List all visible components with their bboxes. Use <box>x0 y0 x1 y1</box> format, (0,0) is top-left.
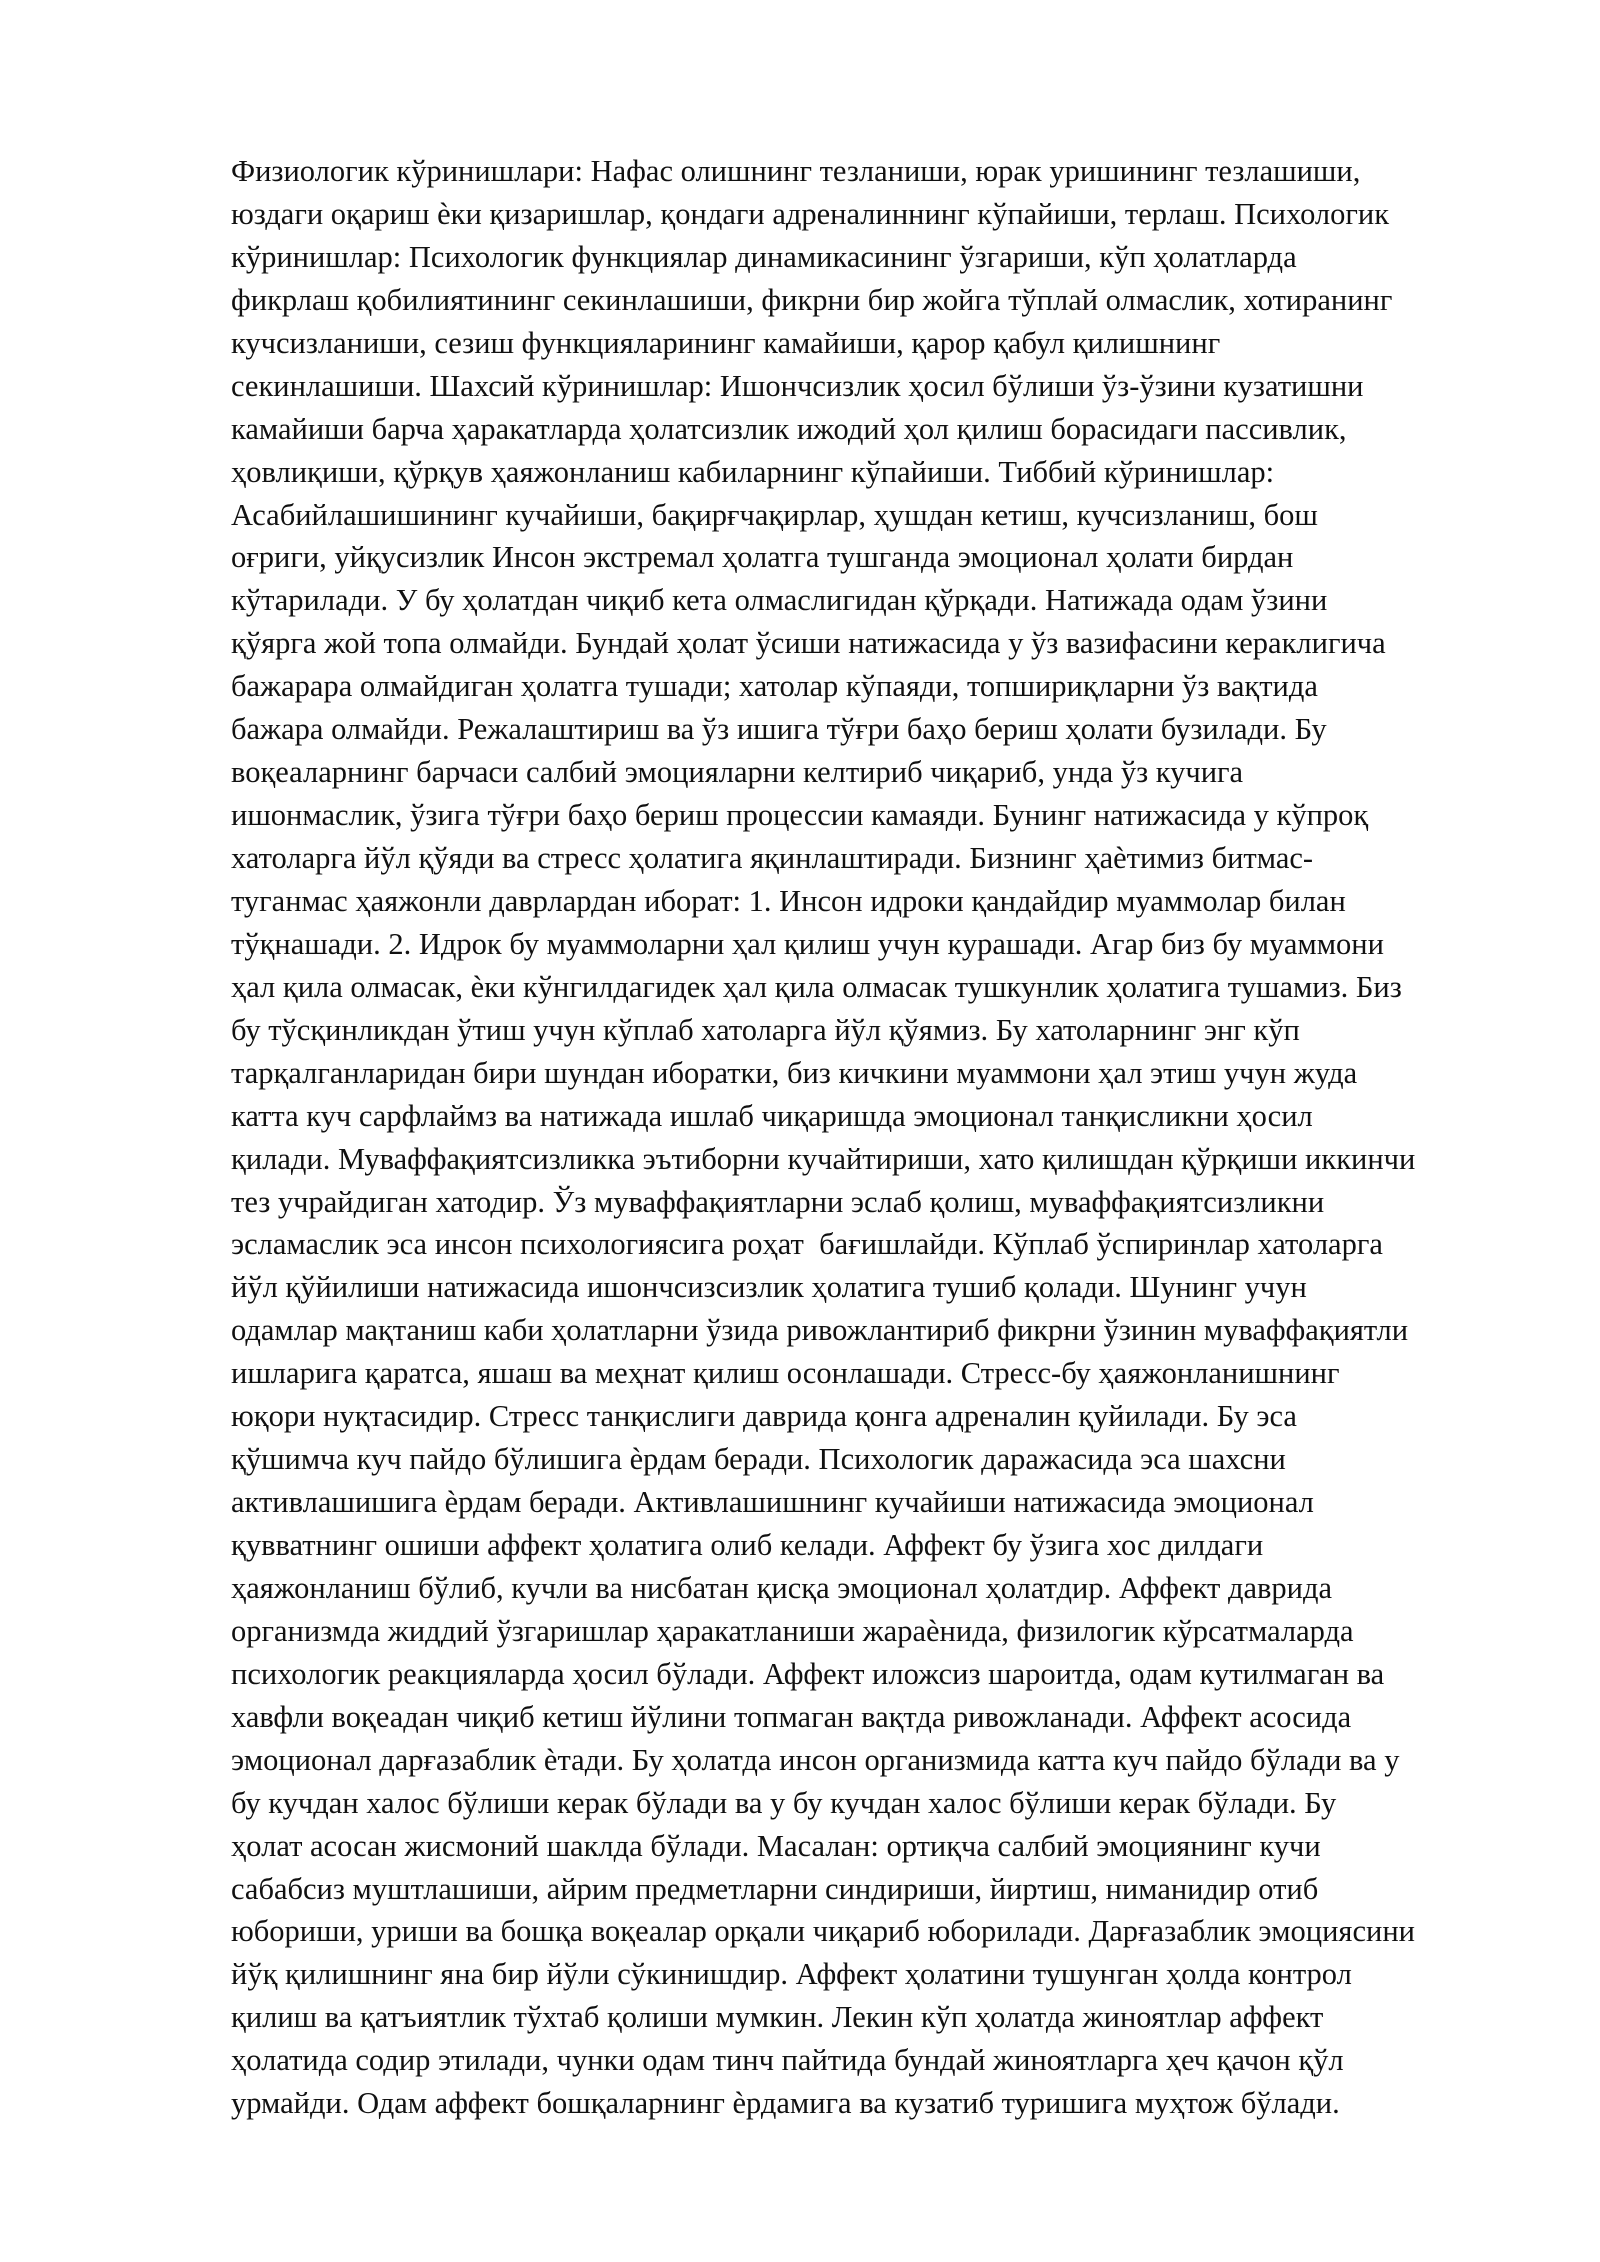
text-line: одамлар мақтаниш каби ҳолатларни ўзида ривожлантириб фикрни ўзинин муваффақиятли <box>231 1313 1409 1348</box>
text-line: қилади. Муваффақиятсизликка эътиборни кучайтириши, хато қилишдан қўрқиши иккинчи <box>231 1141 1416 1176</box>
text-line: юқори нуқтасидир. Стресс танқислиги даврида қонга адреналин қуйилади. Бу эса <box>231 1399 1297 1434</box>
text-line: Физиологик кўринишлари: Нафас олишнинг тезланиши, юрак уришининг тезлашиши, <box>231 154 1361 188</box>
text-line: кўтарилади. У бу ҳолатдан чиқиб кета олмаслигидан қўрқади. Натижада одам ўзини <box>231 583 1328 618</box>
text-line: Асабийлашишининг кучайиши, бақирғчақирлар, ҳушдан кетиш, кучсизланиш, бош <box>231 497 1318 532</box>
text-line: ҳовлиқиши, қўрқув ҳаяжонланиш кабиларнинг кўпайиши. Тиббий кўринишлар: <box>231 454 1275 489</box>
text-line: психологик реакцияларда ҳосил бўлади. Аффект иложсиз шароитда, одам кутилмаган ва <box>231 1656 1385 1691</box>
text-line: воқеаларнинг барчаси салбий эмоцияларни келтириб чиқариб, унда ўз кучига <box>231 755 1244 790</box>
text-line: бажарара олмайдиган ҳолатга тушади; хатолар кўпаяди, топшириқларни ўз вақтида <box>231 669 1318 704</box>
text-line: қўярга жой топа олмайди. Бундай ҳолат ўсиши натижасида у ўз вазифасини кераклигича <box>231 626 1386 661</box>
body-text <box>231 150 1511 2125</box>
text-line: организмда жиддий ўзгаришлар ҳаракатланиши жараѐнида, физилогик кўрсатмаларда <box>231 1613 1354 1648</box>
text-line: ҳолатида содир этилади, чунки одам тинч пайтида бундай жиноятларга ҳеч қачон қўл <box>231 2043 1344 2078</box>
text-line: ҳолат асосан жисмоний шаклда бўлади. Масалан: ортиқча салбий эмоциянинг кучи <box>231 1828 1321 1863</box>
text-line: хатоларга йўл қўяди ва стресс ҳолатига яқинлаштиради. Бизнинг ҳаѐтимиз битмас- <box>231 841 1314 875</box>
text-line: сабабсиз муштлашиши, айрим предметларни синдириши, йиртиш, ниманидир отиб <box>231 1871 1319 1906</box>
text-line: йўқ қилишнинг яна бир йўли сўкинишдир. Аффект ҳолатини тушунган ҳолда контрол <box>231 1957 1352 1992</box>
text-line: ҳаяжонланиш бўлиб, кучли ва нисбатан қисқа эмоционал ҳолатдир. Аффект даврида <box>231 1570 1333 1605</box>
text-line: бу кучдан халос бўлиши керак бўлади ва у бу кучдан халос бўлиши керак бўлади. Бу <box>231 1785 1337 1820</box>
text-line: кўринишлар: Психологик функциялар динамикасининг ўзгариши, кўп ҳолатларда <box>231 239 1297 274</box>
text-line: туганмас ҳаяжонли даврлардан иборат: 1. Инсон идроки қандайдир муаммолар билан <box>231 883 1346 918</box>
text-line: эсламаслик эса инсон психологиясига роҳат бағишлайди. Кўплаб ўспиринлар хатоларга <box>231 1227 1383 1262</box>
text-line: тез учрайдиган хатодир. Ўз муваффақиятларни эслаб қолиш, муваффақиятсизликни <box>231 1184 1325 1219</box>
text-line: урмайди. Одам аффект бошқаларнинг ѐрдамига ва кузатиб туришига муҳтож бўлади. <box>231 2086 1340 2121</box>
text-line: бу тўсқинликдан ўтиш учун кўплаб хатоларга йўл қўямиз. Бу хатоларнинг энг кўп <box>231 1012 1300 1047</box>
text-line: катта куч сарфлаймз ва натижада ишлаб чиқаришда эмоционал танқисликни ҳосил <box>231 1098 1313 1133</box>
text-line: хавфли воқеадан чиқиб кетиш йўлини топмаган вақтда ривожланади. Аффект асосида <box>231 1699 1352 1734</box>
text-line: ишларига қаратса, яшаш ва меҳнат қилиш осонлашади. Стресс-бу ҳаяжонланишнинг <box>231 1356 1340 1391</box>
text-line: оғриги, уйқусизлик Инсон экстремал ҳолатга тушганда эмоционал ҳолати бирдан <box>231 540 1294 575</box>
text-line: ҳал қила олмасак, ѐки кўнгилдагидек ҳал қила олмасак тушкунлик ҳолатига тушамиз. Биз <box>231 969 1402 1004</box>
text-line: қувватнинг ошиши аффект ҳолатига олиб келади. Аффект бу ўзига хос дилдаги <box>231 1528 1264 1562</box>
text-line: кучсизланиши, сезиш функцияларининг камайиши, қарор қабул қилишнинг <box>231 325 1221 360</box>
text-line: юздаги оқариш ѐки қизаришлар, қондаги адреналиннинг кўпайиши, терлаш. Психологик <box>231 196 1390 231</box>
text-line: тўқнашади. 2. Идрок бу муаммоларни ҳал қилиш учун курашади. Агар биз бу муаммони <box>231 926 1384 961</box>
text-line: ишонмаслик, ўзига тўғри баҳо бериш процессии камаяди. Бунинг натижасида у кўпроқ <box>231 798 1369 833</box>
text-line: камайиши барча ҳаракатларда ҳолатсизлик ижодий ҳол қилиш борасидаги пассивлик, <box>231 411 1347 446</box>
text-line: секинлашиши. Шахсий кўринишлар: Ишончсизлик ҳосил бўлиши ўз-ўзини кузатишни <box>231 368 1364 403</box>
text-line: йўл қўйилиши натижасида ишончсизсизлик ҳолатига тушиб қолади. Шунинг учун <box>231 1270 1307 1305</box>
text-line: қўшимча куч пайдо бўлишига ѐрдам беради. Психологик даражасида эса шахсни <box>231 1442 1286 1477</box>
text-line: фикрлаш қобилиятининг секинлашиши, фикрни бир жойга тўплай олмаслик, хотиранинг <box>231 282 1393 317</box>
text-line: эмоционал дарғазаблик ѐтади. Бу ҳолатда инсон организмида катта куч пайдо бўлади ва у <box>231 1742 1400 1777</box>
text-line: тарқалганларидан бири шундан иборатки, биз кичкини муаммони ҳал этиш учун жуда <box>231 1055 1358 1090</box>
text-line: юбориши, уриши ва бошқа воқеалар орқали чиқариб юборилади. Дарғазаблик эмоциясини <box>231 1914 1415 1949</box>
text-line: қилиш ва қатъиятлик тўхтаб қолиши мумкин. Лекин кўп ҳолатда жиноятлар аффект <box>231 2000 1324 2035</box>
text-line: бажара олмайди. Режалаштириш ва ўз ишига тўғри баҳо бериш ҳолати бузилади. Бу <box>231 712 1327 747</box>
text-line: активлашишига ѐрдам беради. Активлашишнинг кучайиши натижасида эмоционал <box>231 1485 1314 1520</box>
